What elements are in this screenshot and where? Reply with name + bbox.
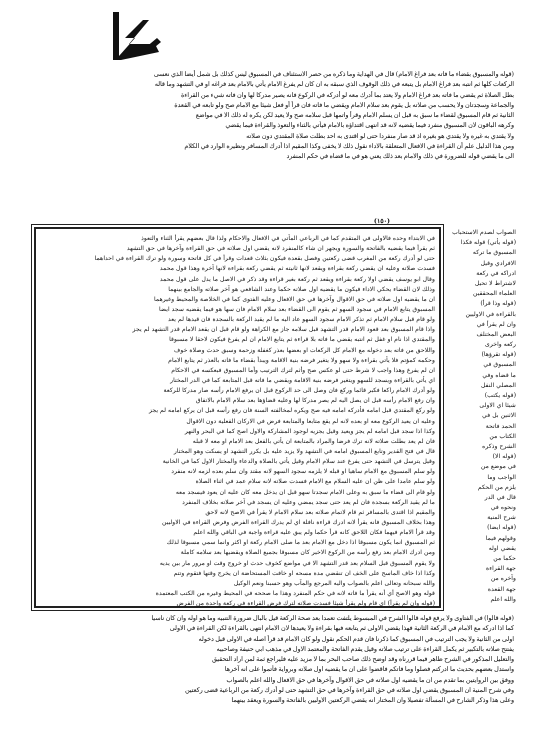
main-line: ولا يقوم المسبوق قبل السلام بعد قدر التشهد الا في مواضع كخوف حدث او خروج وقت او مرور مار بين يديه [159, 559, 435, 567]
margin-line: (قوله ايضا) [487, 524, 516, 532]
margin-line: (قوله تقرؤها) [481, 351, 516, 359]
margin-line: قال في الدر [484, 493, 516, 501]
margin-line: شيئا اي الاولى [479, 402, 516, 410]
main-line: ولو أدرك الامام راكعا فكبر قائما وركع فان وصل الى حد الركوع قبل ان يرفع الامام رأسه صار مدركا للركعة [163, 387, 435, 395]
bottom-line: يفتتح صلاته بالتكبير ثم يكمل القراءة على ترتيب صلاته وقيل يقدم الفاتحة والمعتمد الاول في مذهب ابي حنيفة وصاحبيه [216, 645, 514, 653]
top-line: الركعات كلها ثم انتبه بعد فراغ الامام بل يتبعه في ذلك الوقوف الذي سبقه به ان كان لم يفرغ الامام يأتي بالامام بعد فراغه او في التشهد وما قاله [154, 81, 514, 89]
main-line: المسبوق يتابع الامام في سجود السهو ثم يقوم الى القضاء بعد سلام الامام فان سها هو فيما يقضيه سجد ايضا [158, 305, 435, 313]
top-line: الثانية ثم قام المسبوق لقضاء ما سبق به قبل ان يسلم الامام وقرأ واتمها قبل سلامه صح ولا يعيد لكن يكره له ذلك الا في مواضع [195, 112, 514, 120]
margin-line: جهة القعدة [487, 585, 516, 593]
top-line: بطل الصلاة ثم يقضي ما فاته بعد فراغ الامام ولا يعتد بما أدرك معه لو أدركه في الركوع فانه يصير مدركا لها وان فاته شيء من القراءة [180, 91, 514, 99]
main-line: والمقيم اذا اقتدى بالمسافر ثم قام لاتمام صلاته بعد سلام الامام لا يقرأ في الاصح لانه لاحق [205, 508, 435, 516]
page-number-row [160, 217, 390, 227]
main-line: (قوله وان لم يقرأ) اي قام ولم يقرأ شيئا فسدت صلاته لترك فرض القراءة في ركعة واحدة من الفرض [176, 600, 435, 608]
main-line: وقيل يترسل في التشهد حتى يفرغ عند سلام الامام وقيل يأتي بالصلاة والدعاء والمختار الاول كما في الخانية [162, 458, 435, 466]
margin-line: في موضع من [480, 463, 516, 471]
margin-line: ما قضاه وفي [482, 371, 516, 379]
main-line: وقد قرأ الامام فيهما فكان اللاحق كانه قرأ حكما ولم يبق عليه قراءة واجبة في الباقي والله اعلم [193, 529, 435, 537]
main-line: حتى لو أدرك ركعة من المغرب قضى ركعتين وفصل بقعدة فيكون بثلاث قعدات وقرأ في كل فاتحة وسورة ولو ترك القراءة في احداهما [94, 255, 435, 263]
page-number: (١٥٠) [373, 218, 390, 225]
main-line: واللاحق من فاته بعد دخوله مع الامام كل الركعات او بعضها بعذر كغفلة وزحمة وسبق حدث وصلاة خوف [173, 346, 435, 354]
margin-line: (قوله يكتب) [484, 392, 516, 399]
bottom-line: وفي شرح المنية ان المسبوق يقضي اول صلاته في حق القراءة وآخرها في حق التشهد حتى لو أدرك ركعة من الرباعية قضى ركعتين [184, 687, 514, 695]
main-text-block [40, 234, 435, 609]
margin-line: المسبوق في [483, 361, 516, 369]
margin-line: لاشتراط لا تحيل [474, 279, 516, 287]
margin-line: حكما من [493, 555, 516, 562]
main-line: ولو قام قبل سلام الامام ثم تذكر الامام سجود السهو عاد اليه ما لم يقيد الركعة بالسجدة فان قيدها لم يعد [168, 316, 435, 324]
bottom-line: (قوله قالوا) في الفتاوى ولا يرفع قوله قالوا الشرح في المبسوط يلتفت تعمدا بعد صحة الركعة قيل بالبال ضرورة التنبيه وما هو اوله وان كان ناسيا [151, 615, 514, 622]
margin-gloss-column [446, 228, 516, 605]
margin-line: وان لم يقرأ في [476, 320, 516, 328]
main-line: ولو قام الى قضاء ما سبق به وعلى الامام سجدتا سهو قبل ان يدخل معه كان عليه ان يعود فيسجد معه [175, 488, 435, 496]
main-line: وعليه ان يعيد الركوع معه او بعده لانه لم يقع متابعا والمتابعة فرض في الاركان الفعلية دون الاقوال [186, 417, 435, 425]
main-line: ولو سلم عامدا على ظن ان عليه السلام مع الامام فسدت صلاته لانه سلام عمد في اثناء الصلاة [195, 478, 435, 486]
bottom-line: كما اذا ادركه مع الامام في الركعة الثانية فهذا يقضي الاولى ثم يتابعه فيها بقراءة ولا يعيدها لان الامام انتهى بالقراءة لكن القراءة في الاولى [169, 625, 514, 633]
margin-line: العلماء المحققين [473, 290, 516, 298]
margin-line: الواجب وما [487, 473, 516, 481]
main-line: والله سبحانه وتعالى اعلم بالصواب واليه المرجع والمآب وهو حسبنا ونعم الوكيل [233, 579, 435, 587]
margin-line: شرح المنية [487, 514, 516, 522]
main-line: وهذا بخلاف المسبوق فانه يقرأ لانه ادرك قراءة نافلة اي لم يدرك القراءة الفرض وفرض القراءة في الاوليين [161, 518, 435, 526]
margin-line: الافرادي وقيل [480, 259, 516, 267]
main-line: ولو ركع المقتدي قبل امامه فأدركه امامه فيه صح ويكره لمخالفته السنة فان رفع رأسه قبل ان يركع امامه لم يجز [148, 407, 435, 415]
margin-line: ركعه واخرى [485, 341, 516, 349]
main-line: وذلك لان القضاء يحكي الاداء فيكون ما يقضيه اول صلاته حكما وعند الشافعي هو آخر صلاته والجامع بينهما [168, 285, 435, 293]
margin-line: بالقراءة في الاوليين [465, 310, 516, 318]
bottom-line: وعلى هذا وذكر الشارح في المسألة تفصيلا وان المختار انه يقضي الركعتين الاوليين بالفاتحة والسورة ويعقد بينهما [231, 697, 514, 705]
main-line: ومن ادرك الامام بعد رفع رأسه من الركوع الاخير كان مسبوقا بجميع الصلاة ويقضيها بعد سلامه كاملة [180, 549, 435, 557]
corner-ornament-icon [105, 8, 165, 63]
top-commentary-paragraph [34, 70, 514, 163]
main-line: والمقتدي اذا نام او غفل ثم انتبه يقضي ما فاته بلا قراءة ثم يتابع الامام ان لم يفرغ فيكون لاحقا لا مسبوقا [169, 336, 435, 344]
margin-line: يقضي اوله [488, 544, 516, 552]
bottom-line: اولى من الثانية ولا يجب الترتيب في المسبوق كما ذكرنا فان قدم الحكم نقول ولو كان الامام قد قرأ اصله في الاولى قبل دخوله [198, 635, 514, 643]
main-line: ثم يقرأ فيما يقضيه بالفاتحة والسورة ويجهر ان شاء كالمنفرد لانه يقضي اول صلاته في حق القراءة وآخرها في حق التشهد [126, 245, 435, 253]
margin-line: وآخره من [490, 575, 516, 583]
bottom-line: واستدل بعضهم بحديث ما ادركتم فصلوا وما فاتكم فاقضوا على ان ما يقضيه اول صلاته وبرواية فأتموا على انه آخرها [224, 666, 514, 674]
margin-line: البعض المختلف [476, 330, 516, 338]
margin-line: (قوله الا) [492, 453, 516, 461]
main-line: واذا قام المسبوق بعد قعود الامام قدر التشهد قبل سلامه جاز مع الكراهة ولو قام قبل ان يقعد الامام قدر التشهد لم يجز [132, 326, 435, 334]
margin-line: جهة القراءة [486, 565, 516, 573]
margin-line: الشرح وذكره [482, 442, 516, 450]
main-line: وكذا اذا خاف الماسح على الخف ان تنقضي مدة مسحه او خافت المستحاضة ان يخرج وقتها فتقوم وتتم [173, 569, 435, 577]
bottom-line: والتعليل المذكور في الشرح ظاهر فيما قررناه وقد اوضح ذلك صاحب البحر بما لا مزيد عليه فليراجع ثمة لمن اراد التحقيق [212, 656, 514, 664]
top-line: الى ما يقضي قوله للضرورة في ذلك والامام بعد ذلك يعني هو في ما قضاه في حكم المنفرد [286, 153, 514, 161]
margin-line: (قوله وذا قرأ) [480, 300, 516, 308]
main-line: ان ما يقضيه اول صلاته في حق الاقوال وآخرها في حق الافعال وعليه الفتوى كما في الخلاصة والمحيط وغيرهما [153, 295, 435, 303]
main-line: قال في فتح القدير وتابع المسبوق امامه في التشهد ولا يزيد عليه بل يكرر التشهد او يسكت وهو المختار [173, 447, 435, 455]
margin-line: ونحوه في [490, 504, 516, 512]
main-line: وكذا اذا سجد قبل امامه لم يجز ويعيد وقيل يجزيه لوجود المشاركة والاول اصح كما في البحر والنهر [184, 427, 435, 435]
main-line: ولو سلم المسبوق مع الامام ساهيا او قبله لا يلزمه سجود السهو لانه مقتد وان سلم بعده لزمه لانه منفرد [171, 468, 435, 476]
margin-line: وقولهم فيما [485, 534, 516, 542]
margin-line: الكتاب من [489, 432, 516, 440]
main-line: فان لم يعد بطلت صلاته لانه ترك فرضا والمراد بالمتابعة ان يأتي بالفعل بعد الامام او معه لا قبله [192, 437, 435, 445]
main-line: وان رفع الامام رأسه قبل ان يصل اليه لم يصر مدركا لها وعليه قضاؤها بعد سلام الامام بالاتفاق [195, 397, 435, 405]
main-line: وقال ابو يوسف يقضي اولا ركعة بقراءة ويقعد ثم ركعة بغير قراءة وقد ذكر في الاصل ما يدل على قول محمد [159, 275, 435, 283]
margin-line: (قوله يأتي) قوله فكذا [460, 239, 516, 247]
margin-line: المسبوق ما تركه [472, 249, 516, 257]
main-line: في الابتداء وحده فالاولى في المتقدم كما في الرباعي المأتي في الافعال والاحكام ولذا قال بعضهم يقرأ الثناء والتعوذ [141, 235, 435, 242]
main-line: ان لم يفرغ وهذا واجب لا شرط حتى لو عكس صح وأثم لترك الترتيب وأما المسبوق فبعكسه في الاحكام [171, 366, 435, 374]
top-line: وكرهه الباقون لان المسبوق منفرد فيما يقضيه لانه قد انتهى اقتداؤه بالامام فيأتي بالثناء والتعوذ والقراءة فيما يقضي [225, 122, 514, 130]
top-line: ومن هذا الدليل علم أن القراءة في الافعال المتعلقة بالاداء نقول ذلك لا يخفى وكذا المقيم اذا أدرك المسافر ونظيره الوارد في الكلام [184, 143, 514, 151]
main-line: ما لم يقيد الركعة بسجدة فان لم يعد حتى سجد يمضي وعليه ان يسجد في آخر صلاته بخلاف المنفرد [182, 498, 435, 506]
margin-line: والله اعلم [490, 595, 516, 603]
top-line: ولا يقتدي به غيره ولا يقتدي هو بغيره اذ قد صار منفردا حتى لو اقتدى به احد بطلت صلاة المقتدي دون صلاته [246, 132, 514, 140]
main-line: ثم المسبوق انما يكون مسبوقا اذا دخل مع الامام بعد ما صلى الامام ركعة او اكثر وانما سمي مسبوقا لذلك [166, 539, 435, 547]
margin-line: يلزم من الحكم [477, 483, 516, 491]
top-line: (قوله والمسبوق بقضاء ما فاته بعد فراغ الامام) قال في الهداية وما ذكره من حصر الاستئناف في المسبوق ليس كذلك بل شمل أيضا الذي نعسى [153, 71, 514, 78]
main-line: اي يأتي بالقراءة ويسجد للسهو ويتغير فرضه بنية الاقامة ويقضي ما فاته قبل المتابعة كما في الدر المختار [170, 376, 435, 384]
bottom-commentary-paragraph [34, 614, 514, 707]
top-line: والجماعة وسجدتان ولا يحسب من صلاته بل يقوم بعد سلام الامام ويقضي ما فاته فان قرأ أو فعل شيئا مع الامام صح ولو تابعه في القعدة [174, 101, 514, 109]
main-line: فسدت صلاته وعليه ان يقضي ركعة بقراءة ويقعد لانها ثانيته ثم يقضي ركعة بقراءة لانها آخرة وهذا قول محمد [159, 265, 435, 273]
margin-line: المصلي النفل [480, 381, 516, 389]
margin-line: ادراكه في ركعة [476, 269, 516, 277]
margin-line: الاثنين بل في [482, 412, 516, 420]
bottom-line: ووفق بين الروايتين بما تقدم من ان ما يقضيه اول صلاته في حق الاقوال وآخرها في حق الافعال والله اعلم بالصواب [226, 676, 514, 684]
main-line: وحكمه كمؤتم فلا يأتي بقراءة ولا سهو ولا يتغير فرضه بنية الاقامة ويبدأ بقضاء ما فاته بالعذر ثم يتابع الامام [168, 356, 435, 364]
main-line: قوله وهو الاصح أي أنه يقرأ ما فاته لانه في حكم المنفرد وهذا ما صححه في المحيط وغيره من الكتب المعتمدة [155, 589, 435, 597]
margin-line: الحمد فاتحة [485, 422, 516, 430]
margin-line: الصواب لصدم الاستحباب [452, 229, 516, 236]
